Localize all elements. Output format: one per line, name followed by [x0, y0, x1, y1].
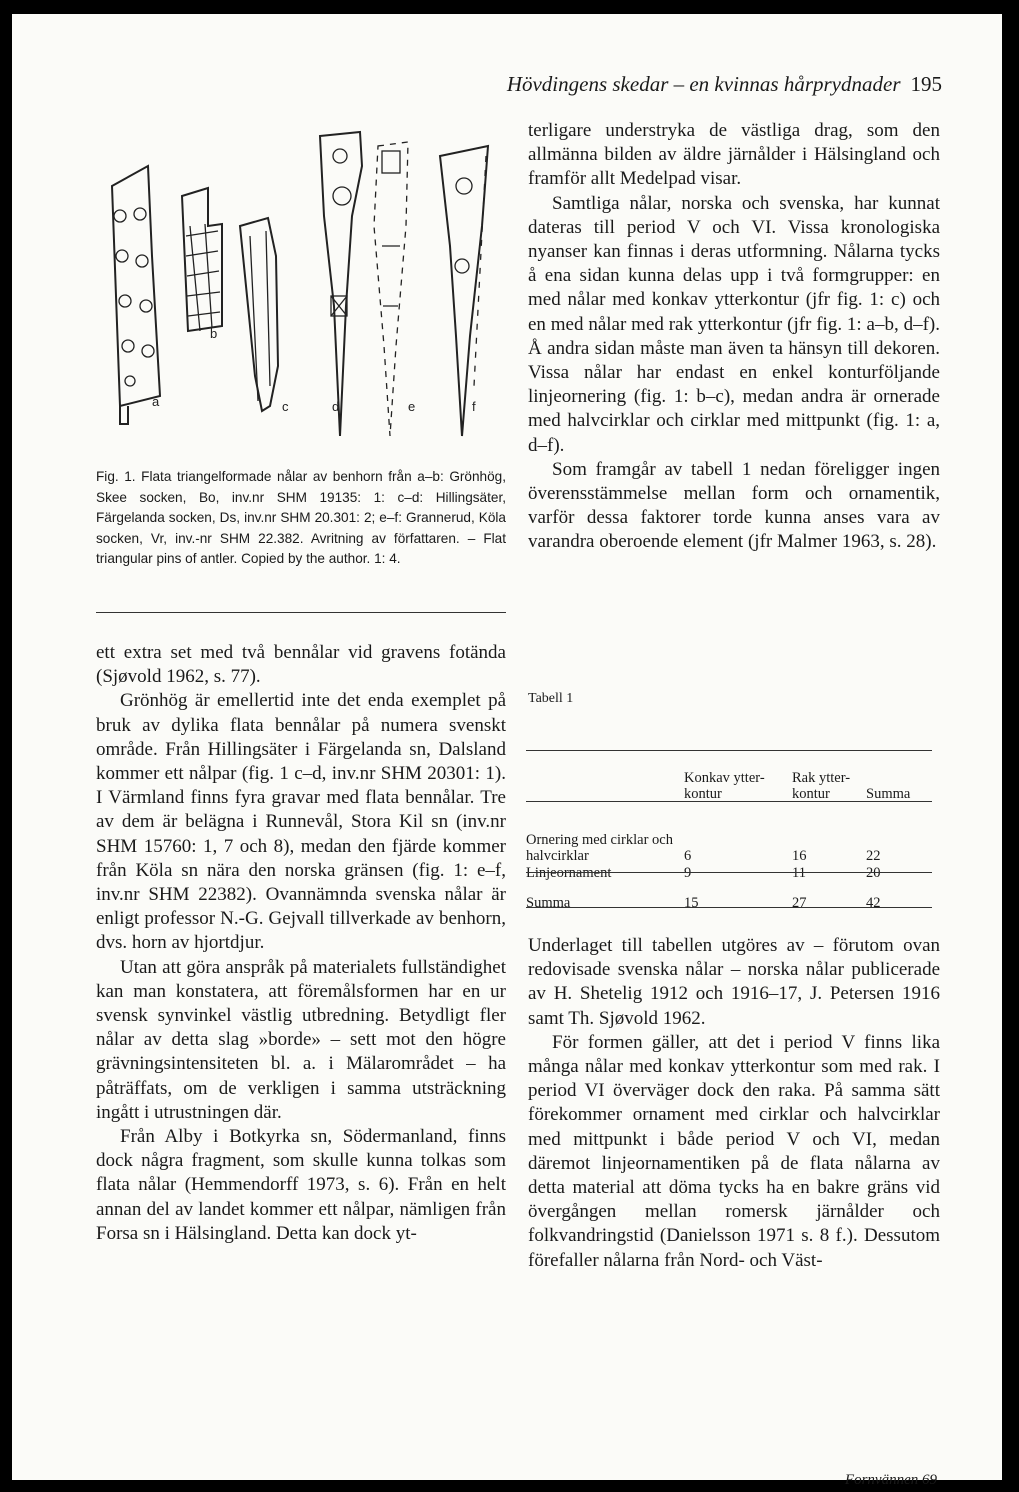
- running-head: [462, 72, 942, 97]
- table-cell: Ornering med cirklar och halvcirklar: [526, 832, 673, 864]
- right-paragraph-1: terligare understryka de västliga drag, som den allmänna bilden av äldre järnålder i Hälsingland och framför allt Medelpad visar.: [528, 120, 940, 190]
- table-1: [526, 752, 932, 911]
- left-paragraph-4: Från Alby i Botkyrka sn, Södermanland, finns dock några fragment, som skulle kunna tolkas som flata nålar (Hemmendorff 1973, s. 6). Från en helt annan del av landet kommer ett nålpar, nämligen från Forsa sn i Hälsingland. Detta kan dock yt-: [96, 1126, 506, 1244]
- running-head-title: Hövdingens skedar – en kvinnas hårprydnader: [506, 72, 901, 96]
- table-cell: 42: [866, 895, 881, 911]
- figure-label-e: e: [408, 399, 416, 414]
- pin-a: [112, 166, 160, 424]
- table-rule-bottom: [526, 907, 932, 908]
- caption-divider: [96, 612, 506, 613]
- figure-caption: [96, 467, 506, 570]
- right-paragraph-4: Underlaget till tabellen utgöres av – förutom ovan redovisade svenska nålar – norska nålar publicerade av H. Shetelig 1912 och 1916–17, J. Petersen 1916 samt Th. Sjøvold 1962.: [528, 935, 940, 1029]
- table-cell: 9: [684, 865, 692, 881]
- journal-page: [12, 14, 1002, 1488]
- table-cell: 15: [684, 895, 699, 911]
- table-rule-sum: [526, 872, 932, 873]
- table-cell: Linjeornament: [526, 865, 612, 881]
- pin-e: [374, 142, 408, 436]
- figure-label-f: f: [472, 399, 476, 414]
- right-paragraph-3: Som framgår av tabell 1 nedan föreligger ingen överensstämmelse mellan form och ornamentik, varför dessa faktorer torde kunna anses vara av varandra oberoende element (jfr Malmer 1963, s. 28).: [528, 458, 940, 553]
- table-cell: 22: [866, 848, 881, 864]
- table-cell: 16: [792, 848, 807, 864]
- table-cell: 20: [866, 865, 881, 881]
- figure-caption-text: Fig. 1. Flata triangelformade nålar av benhorn från a–b: Grönhög, Skee socken, Bo, inv.nr SHM 19135: 1: c–d: Hillingsäter, Färgelanda socken, Ds, inv.nr SHM 20.301: 2; e–f: Grannerud, Köla socken, Vr, inv.-nr SHM 22.382. Avritning av författaren. – Flat triangular pins of antler. Copied by the author. 1: 4.: [96, 469, 506, 566]
- right-column-top: [528, 119, 940, 555]
- table-rule-top: [526, 750, 932, 751]
- left-column: [96, 641, 506, 1246]
- figure-pins-drawing: [90, 106, 510, 461]
- figure-label-c: c: [282, 399, 289, 414]
- table-rule-header: [526, 801, 932, 802]
- right-paragraph-5: För formen gäller, att det i period V finns lika många nålar med konkav ytterkontur som med rak. I period VI överväger dock den raka. På samma sätt förekommer ornament med cirklar och halvcirklar med mittpunkt i både period V och VI, medan däremot linjeornamentiken på de flata nålarna av detta material att döma tycks ha en bakre gräns vid övergången mellan romersk järnålder och folkvandringstid (Danielsson 1971 s. 8 f.). Dessutom förefaller nålarna från Nord- och Väst-: [528, 1031, 940, 1271]
- table-cell: 27: [792, 895, 807, 911]
- table-header-empty: [526, 752, 684, 802]
- pin-b: [182, 188, 222, 331]
- table-header-konkav: Konkav ytter- kontur: [684, 770, 765, 802]
- table-row: [526, 802, 932, 864]
- figure-label-b: b: [210, 326, 218, 341]
- pin-c: [240, 218, 278, 411]
- left-paragraph-3: Utan att göra anspråk på materialets fullständighet kan man konstatera, att föremålsformen har en ur svensk synvinkel västlig utbredning. Betydligt fler nålar av detta slag »borde» – sett mot den högre grävningsintensiteten bl. a. i Mälarområdet – ha påträffats, om de verkligen i samma utsträckning ingått i utrustningen där.: [96, 956, 506, 1123]
- figure-label-d: d: [332, 399, 340, 414]
- table-title: Tabell 1: [528, 691, 574, 706]
- journal-footer: Fornvännen 69: [844, 1472, 937, 1488]
- table-header-summa: Summa: [866, 786, 911, 802]
- table-cell: 6: [684, 848, 692, 864]
- left-paragraph-2: Grönhög är emellertid inte det enda exemplet på bruk av dylika flata bennålar på numera svenskt område. Från Hillingsäter i Färgelanda sn, Dalsland kommer ett nålpar (fig. 1 c–d, inv.nr SHM 20301: 1). I Värmland finns fyra gravar med flata bennålar. Tre av dem är belägna i Runnevål, Stora Kil sn (inv.nr SHM 15760: 1, 7 och 8), medan den fjärde kommer från Köla sn nära den norska gränsen (fig. 1: e–f, inv.nr SHM 22382). Ovannämnda svenska nålar är enligt professor N.-G. Gejvall tillverkade av benhorn, dvs. horn av hjortdjur.: [96, 690, 506, 954]
- table-cell: Summa: [526, 895, 571, 911]
- figure-label-a: a: [152, 394, 160, 409]
- right-paragraph-2: Samtliga nålar, norska och svenska, har kunnat dateras till period V och VI. Vissa kronologiska nyanser kan finnas i deras utformning. Nålarna tycks å ena sidan kunna delas upp i två formgrupper: en med nålar med konkav ytterkontur (jfr fig. 1: c) och en med nålar med rak ytterkontur (jfr fig. 1: a–b, d–f). Å andra sidan måste man även ta hänsyn till dekoren. Vissa nålar har endast en enkel konturföljande linjeornering (fig. 1: b–c), medan andra är ornerade med halvcirklar och cirklar med mittpunkt (fig. 1: a, d–f).: [528, 192, 940, 456]
- page-number: 195: [910, 72, 942, 96]
- right-column-bottom: [528, 934, 940, 1273]
- table-cell: 11: [792, 865, 806, 881]
- left-paragraph-1: ett extra set med två bennålar vid gravens fotända (Sjøvold 1962, s. 77).: [96, 642, 506, 688]
- table-header-rak: Rak ytter- kontur: [792, 770, 851, 802]
- pin-d: [320, 132, 362, 436]
- pin-f: [440, 146, 488, 436]
